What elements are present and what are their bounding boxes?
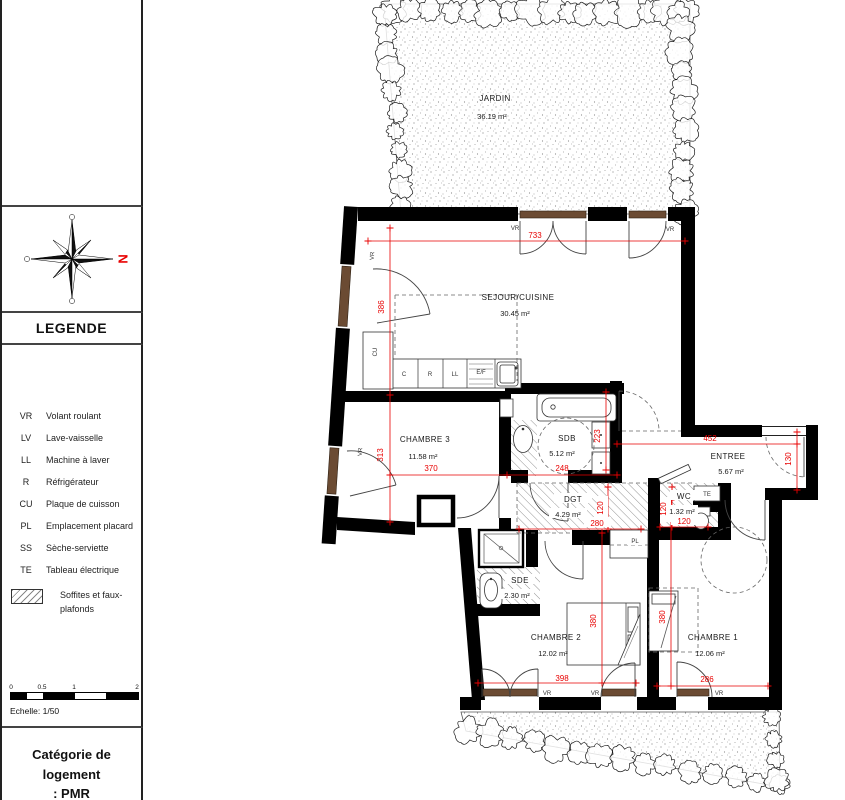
legend-item-cu <box>6 499 137 513</box>
room-label-entree: ENTREE <box>710 452 746 461</box>
room-area-chambre3: 11.58 m² <box>408 452 438 461</box>
dim-wc-height: 120 <box>659 502 668 516</box>
compass-rose-icon <box>10 210 134 308</box>
ef-label: E/F <box>476 370 486 376</box>
legend-title-text: LEGENDE <box>35 320 108 336</box>
kitchen-counter <box>363 332 521 389</box>
dim-sdb-width: 248 <box>555 464 569 473</box>
room-label-dgt: DGT <box>563 495 583 504</box>
garden-top <box>384 4 690 214</box>
scale-tick: 0 <box>9 684 13 691</box>
legend-item-r <box>6 477 137 491</box>
vr-label: VR <box>665 227 675 233</box>
dim-ch3-width: 370 <box>424 464 438 473</box>
room-area-sde: 2.30 m² <box>504 591 530 600</box>
scale-label: Echelle: 1/50 <box>10 706 60 716</box>
empty-panel <box>2 0 143 207</box>
room-area-chambre1: 12.06 m² <box>695 649 725 658</box>
legend-abbr: CU <box>19 499 33 509</box>
legend-item-pl <box>6 521 137 535</box>
legend-item-soffites <box>6 589 137 617</box>
floor-plan-svg <box>143 0 845 800</box>
dim-sdb-height: 223 <box>593 429 602 443</box>
vr-label: VR <box>369 251 377 261</box>
legend-item-ss <box>6 543 137 557</box>
room-label-jardin: JARDIN <box>479 94 511 103</box>
room-area-dgt: 4.29 m² <box>555 510 581 519</box>
cooktop-counter <box>363 332 393 389</box>
legend-item-vr <box>6 411 137 425</box>
room-area-jardin: 36.19 m² <box>477 112 507 121</box>
vr-label: VR <box>357 447 365 457</box>
vr-label: VR <box>542 691 552 697</box>
te-label: TE <box>703 492 711 498</box>
dim-entree-height: 130 <box>784 452 793 466</box>
room-label-wc: WC <box>676 492 692 501</box>
legend-label <box>60 589 122 617</box>
legend-abbr: VR <box>19 411 33 421</box>
room-label-chambre2: CHAMBRE 2 <box>530 633 582 642</box>
title-block-sidebar <box>0 0 143 800</box>
room-area-wc: 1.32 m² <box>669 507 695 516</box>
compass-panel <box>2 207 143 313</box>
dim-ch3-height: 313 <box>376 448 385 462</box>
floor-plan <box>143 0 845 800</box>
vr-label: VR <box>590 691 600 697</box>
dim-entree-width: 452 <box>703 434 717 443</box>
category-line2: : PMR <box>53 786 90 800</box>
legend-label: Plaque de cuisson <box>46 499 120 509</box>
fridge-slot-label-c: C <box>401 372 407 378</box>
category-panel <box>2 728 143 800</box>
dim-sejour-height: 386 <box>377 300 386 314</box>
room-label-sejour: SEJOUR/CUISINE <box>481 293 555 302</box>
scale-bar <box>10 684 138 716</box>
hatch-label-line1: Soffites et faux- <box>60 590 123 600</box>
legend-label: Lave-vaisselle <box>46 433 104 443</box>
vr-label: VR <box>714 691 724 697</box>
legend-label: Machine à laver <box>46 455 110 465</box>
dim-ch2-width: 398 <box>555 674 569 683</box>
legend-title <box>2 313 143 345</box>
dim-sejour-width: 733 <box>528 231 542 240</box>
legend-item-ll <box>6 455 137 469</box>
legend-label: Volant roulant <box>46 411 102 421</box>
dim-dgt-width: 280 <box>590 519 604 528</box>
vr-label: VR <box>510 226 520 232</box>
legend-list <box>2 345 141 617</box>
dim-ch2-height: 380 <box>589 614 598 628</box>
legend-label: Tableau électrique <box>46 565 120 575</box>
scale-tick: 2 <box>135 684 139 691</box>
shower <box>479 530 523 567</box>
sde-washbasin <box>480 573 502 608</box>
hatch-swatch-icon <box>11 589 43 604</box>
legend-abbr: R <box>22 477 30 487</box>
dim-dgt-height: 120 <box>596 501 605 515</box>
north-label: N <box>115 254 130 264</box>
legend-abbr: LL <box>20 455 31 465</box>
legend-item-te <box>6 565 137 579</box>
fridge-slot-label-r: R <box>427 372 433 378</box>
room-area-entree: 5.67 m² <box>718 467 744 476</box>
room-label-chambre1: CHAMBRE 1 <box>687 633 739 642</box>
legend-abbr: SS <box>19 543 32 553</box>
dim-ch1-width: 286 <box>700 675 714 684</box>
washer-slot-label-ll: LL <box>451 372 459 378</box>
room-area-chambre2: 12.02 m² <box>538 649 568 658</box>
category-line1: Catégorie de logement <box>32 747 111 782</box>
scale-tick: 0.5 <box>37 684 47 691</box>
dim-wc-width: 120 <box>677 517 691 526</box>
legend-label: Sèche-serviette <box>46 543 109 553</box>
hatch-label-line2: plafonds <box>60 603 95 614</box>
scale-bar-segments <box>10 692 139 700</box>
legend-item-lv <box>6 433 137 447</box>
scale-tick: 1 <box>72 684 76 691</box>
room-label-sdb: SDB <box>558 434 576 443</box>
legend-abbr: PL <box>20 521 32 531</box>
room-area-sdb: 5.12 m² <box>549 449 575 458</box>
legend-label: Emplacement placard <box>46 521 134 531</box>
wc-door-leaf <box>658 464 690 483</box>
bathtub <box>537 394 616 421</box>
legend-abbr: TE <box>20 565 32 575</box>
legend-abbr: LV <box>20 433 32 443</box>
scale-ticks <box>10 684 138 692</box>
cu-label: CU <box>373 347 379 357</box>
room-label-sde: SDE <box>511 576 529 585</box>
pl-label: PL <box>631 539 639 545</box>
dim-ch1-height: 380 <box>658 610 667 624</box>
legend-label: Réfrigérateur <box>46 477 99 487</box>
legend-panel <box>2 345 143 728</box>
room-area-sejour: 30.45 m² <box>500 309 530 318</box>
room-label-chambre3: CHAMBRE 3 <box>399 435 451 444</box>
